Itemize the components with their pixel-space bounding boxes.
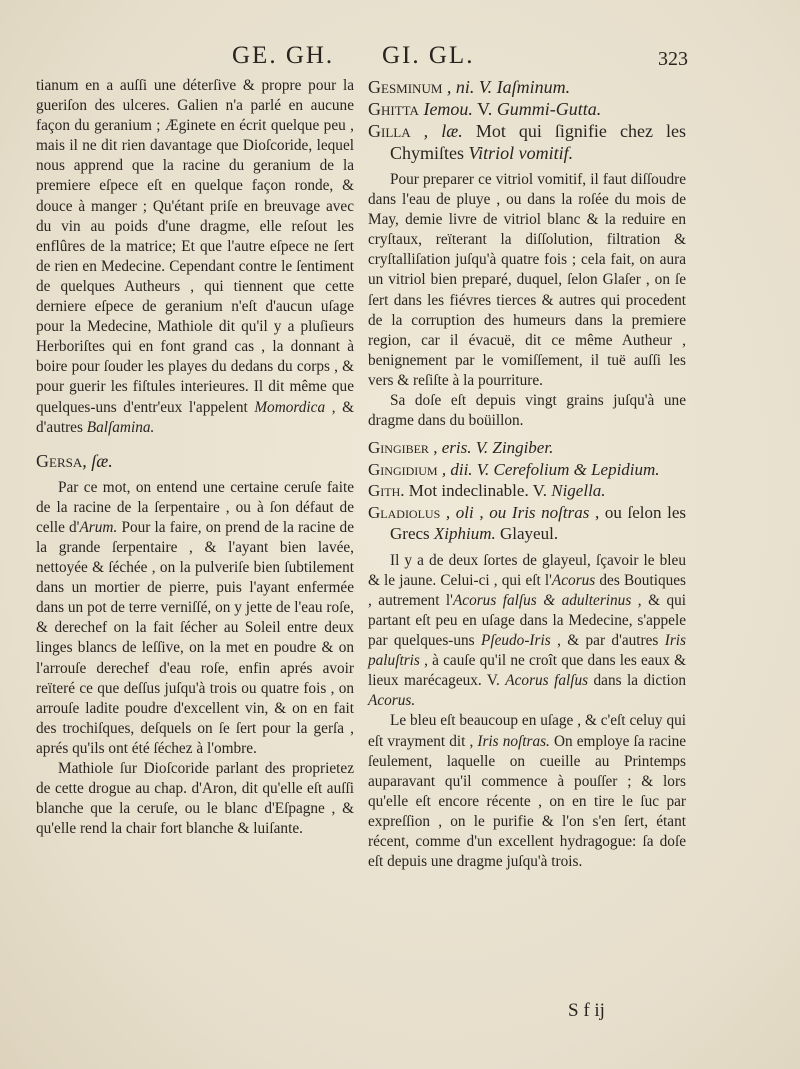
- bleu-paragraph: Le bleu eſt beaucoup en uſage , & c'eſt celuy qui eſt vrayment dit , Iris noſtras. On employe ſa racine ſeulement, laquelle on cueille au Printemps auparavant qu'il commence à pouſſer ; & lors qu'elle eſt encore récente , on en tire le ſuc par expreſſion , on le purifie & l'on s'en ſert, étant récent, comme d'un excellent hydragogue: ſa doſe eſt depuis une dragme juſqu'à trois.: [368, 712, 687, 871]
- glayeul-paragraph: Il y a de deux ſortes de glayeul, ſçavoir le bleu & le jaune. Celui-ci , qui eſt l'Acorus des Boutiques , autrement l'Acorus falſus & adulterinus , & qui partant eſt peu en uſage dans la Medecine, s'appele par quelques-uns Pſeudo-Iris , & par d'autres Iris paluſtris , à cauſe qu'il ne croît que dans les eaux & lieux marécageux. V. Acorus falſus dans la diction Acorus.: [368, 551, 686, 710]
- header-left-letters: GE. GH.: [232, 42, 335, 69]
- right-column: [368, 76, 686, 872]
- entry-gingidium: Gingidium , dii. V. Cerefolium & Lepidium.: [368, 459, 660, 479]
- entry-gesminum: Gesminum , ni. V. Iaſminum.: [368, 77, 571, 97]
- entry-gladiolus: Gladiolus , oli , ou Iris noſtras , ou ſelon les Grecs Xiphium. Glayeul.: [368, 502, 687, 544]
- entry-gith: Gith. Mot indeclinable. V. Nigella.: [368, 481, 606, 501]
- gersa-paragraph: Par ce mot, on entend une certaine ceruſe faite de la racine de la ſerpentaire , ou à ſon défaut de celle d'Arum. Pour la faire, on prend de la racine de la grande ſerpentaire , & l'ayant bien lavée, nettoyée & ſéchée , on la pulveriſe bien ſubtilement dans un mortier de pierre, puis l'ayant enfermée dans un pot de terre verniſſé, on y jette de l'eau roſe, & derechef on la fait ſécher au Soleil entre deux linges blancs de leſſive, on la met en poudre & on l'arrouſe derechef d'eau roſe, enfin aprés avoir reïteré ce que deſſus juſqu'à trois ou quatre fois , on arrouſe ladite poudre d'excellent vin, & on en fait des trochiſques, deſquels on ſe ſert pour la gerſa , aprés qu'ils ont été ſéchez à l'ombre.: [36, 478, 354, 757]
- entry-gingiber: Gingiber , eris. V. Zingiber.: [368, 438, 554, 458]
- signature-mark: S f ij: [568, 1000, 605, 1021]
- entry-gersa: Gersa, ſæ.: [36, 450, 113, 471]
- mathiole-paragraph: Mathiole ſur Dioſcoride parlant des proprietez de cette drogue au chap. d'Aron, dit qu'elle eſt auſſi blanche que la ceruſe, ou le blanc d'Eſpagne , & qu'elle rend la chair fort blanche & luiſante.: [36, 760, 354, 838]
- running-header: [0, 42, 800, 76]
- entry-gilla: Gilla , læ. Mot qui ſignifie chez les Chymiſtes Vitriol vomitif.: [368, 121, 687, 163]
- entry-ghitta: Ghitta Iemou. V. Gummi-Gutta.: [368, 99, 602, 119]
- geranium-paragraph: tianum en a auſſi une déterſive & propre pour la gueriſon des ulceres. Galien n'a parlé en aucune façon du geranium ; Æginete en écrit quelque peu , mais il ne dit rien davantage que Dioſcoride, lequel nous apprend que la racine du geranium de la premiere eſpece eſt en quelque façon ronde, & douce à manger ; Qu'étant priſe en breuvage avec du vin au poids d'une dragme, elle reſout les enflûres de la matrice; Et que l'autre eſpece ne ſert de rien en Medecine. Cependant contre le ſentiment de quelques Autheurs , qui tiennent que cette derniere eſpece de geranium n'eſt d'aucun uſage pour la Medecine, Mathiole dit qu'il y a pluſieurs Herboriſtes qui en font grand cas , la donnant à boire pour ſouder les playes du dedans du corps , & pour guerir les fiſtules interieures. Il dit même que quelques-uns d'entr'eux l'appelent Momordica , & d'autres Balſamina.: [36, 77, 355, 436]
- vitriol-paragraph: Pour preparer ce vitriol vomitif, il faut diſſoudre dans l'eau de pluye , ou dans la roſée du mois de May, demie livre de vitriol blanc & la reduire en cryſtaux, reïterant la diſſolution, filtration & cryſtalliſation juſqu'à quatre fois ; cela fait, on aura un vitriol bien preparé, duquel, ſelon Glaſer , on ſe ſert dans les fiévres tierces & autres qui procedent de la corruption des humeurs dans la premiere region, car il évacuë, dit ce même Autheur , benignement par le vomiſſement, il tuë auſſi les vers & reſiſte à la pourriture.: [368, 171, 686, 389]
- page-number: 323: [658, 48, 688, 70]
- dose-paragraph: Sa doſe eſt depuis vingt grains juſqu'à une dragme dans du boüillon.: [368, 392, 686, 430]
- header-right-letters: GI. GL.: [382, 42, 475, 69]
- left-column: [36, 76, 354, 839]
